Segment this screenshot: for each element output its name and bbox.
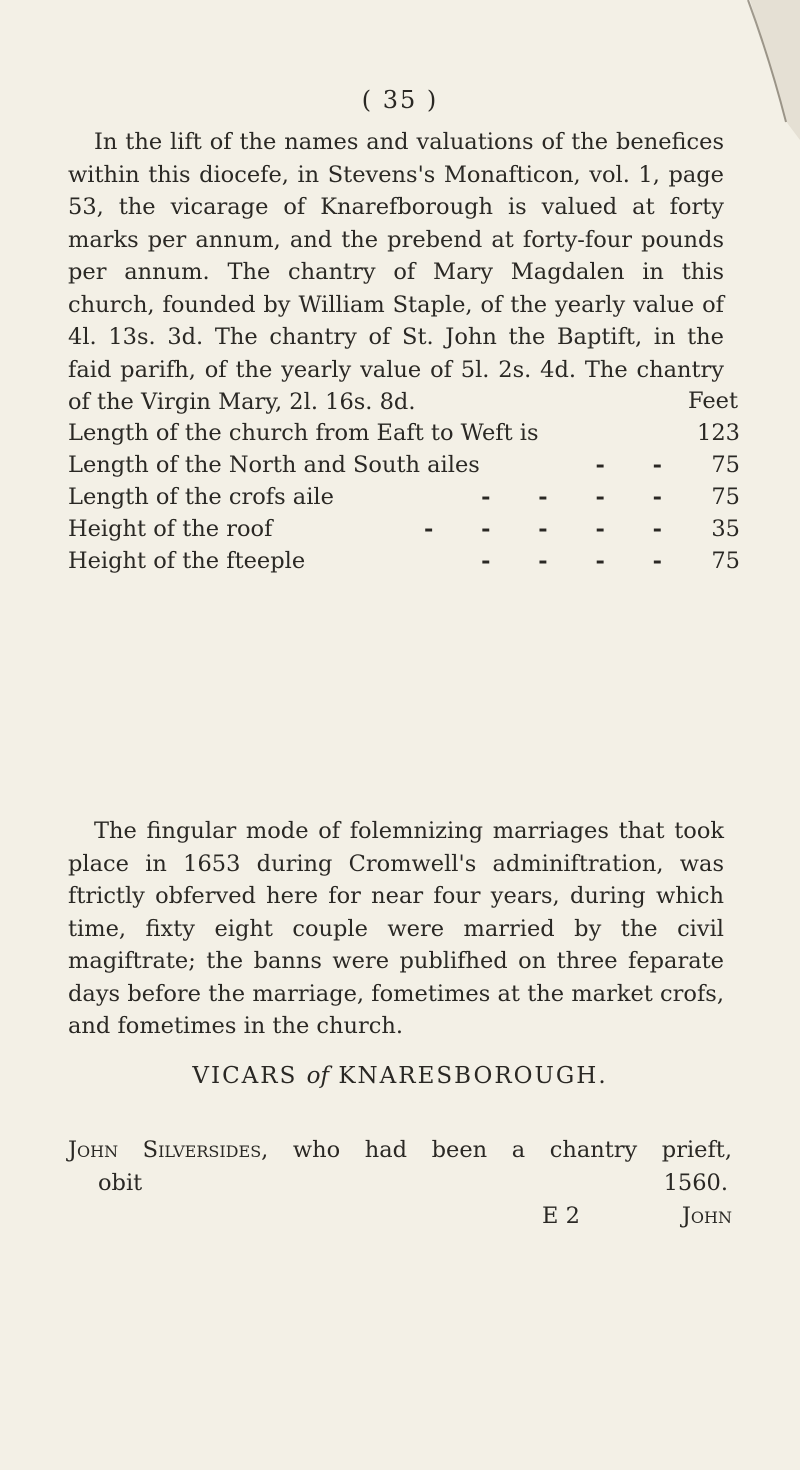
vicar-name: John Silversides, <box>68 1137 269 1163</box>
vicar-entry <box>68 1134 732 1200</box>
heading-post: KNARESBOROUGH. <box>338 1063 608 1089</box>
vicar-description: who had been a chantry prieft, <box>292 1137 732 1163</box>
dimension-label: Height of the fteeple <box>68 548 306 574</box>
obit-year: 1560. <box>663 1170 728 1196</box>
dimension-value: 75 <box>711 484 740 510</box>
dimension-row <box>68 484 740 516</box>
dimension-dashes: - - - - - <box>423 516 682 542</box>
dimension-label: Length of the crofs aile <box>68 484 334 510</box>
dimension-value: 75 <box>711 452 740 478</box>
dimensions-table <box>68 388 740 580</box>
marriage-paragraph <box>68 815 724 1043</box>
dimension-value: 123 <box>697 420 740 446</box>
dimension-dashes: - - <box>595 452 682 478</box>
catchword: John <box>681 1203 732 1229</box>
dimension-row <box>68 548 740 580</box>
dimension-value: 35 <box>711 516 740 542</box>
obit-label: obit <box>98 1170 143 1196</box>
dimension-label: Length of the church from Eaft to Weft is <box>68 420 539 446</box>
vicar-line <box>68 1134 732 1167</box>
marriage-text: The fingular mode of folemnizing marriages that took place in 1653 during Cromwell's adminiftration, was ftrictly obferved here for near four years, during which time, fixty eight couple were married by the civil magiftrate; the banns were publifhed on three feparate days before the marriage, fometimes at the market crofs, and fometimes in the church. <box>68 818 724 1039</box>
page-footer <box>68 1203 732 1229</box>
vicars-heading <box>0 1063 800 1089</box>
vicar-obit-line <box>68 1167 732 1200</box>
valuation-text: In the lift of the names and valuations of the benefices within this diocefe, in Stevens's Monafticon, vol. 1, page 53, the vicarage of Knarefborough is valued at forty marks per annum, and the prebend at forty-four pounds per annum. The chantry of Mary Magdalen in this church, founded by William Staple, of the yearly value of 4l. 13s. 3d. The chantry of St. John the Baptift, in the faid parifh, of the yearly value of 5l. 2s. 4d. The chantry of the Virgin Mary, 2l. 16s. 8d. <box>68 129 724 415</box>
dimension-row <box>68 516 740 548</box>
heading-pre: VICARS <box>192 1063 298 1089</box>
heading-of: of <box>306 1063 330 1089</box>
signature-mark: E 2 <box>542 1203 580 1229</box>
dimension-dashes: - - - - <box>481 484 682 510</box>
binding-shadow <box>730 0 800 140</box>
dimension-row <box>68 420 740 452</box>
dimension-label: Height of the roof <box>68 516 273 542</box>
page-number: ( 35 ) <box>361 86 439 114</box>
dimension-row <box>68 452 740 484</box>
dimension-label: Length of the North and South ailes <box>68 452 480 478</box>
dimension-value: 75 <box>711 548 740 574</box>
feet-column-header: Feet <box>687 388 738 414</box>
valuation-paragraph <box>68 126 724 419</box>
dimension-dashes: - - - - <box>481 548 682 574</box>
